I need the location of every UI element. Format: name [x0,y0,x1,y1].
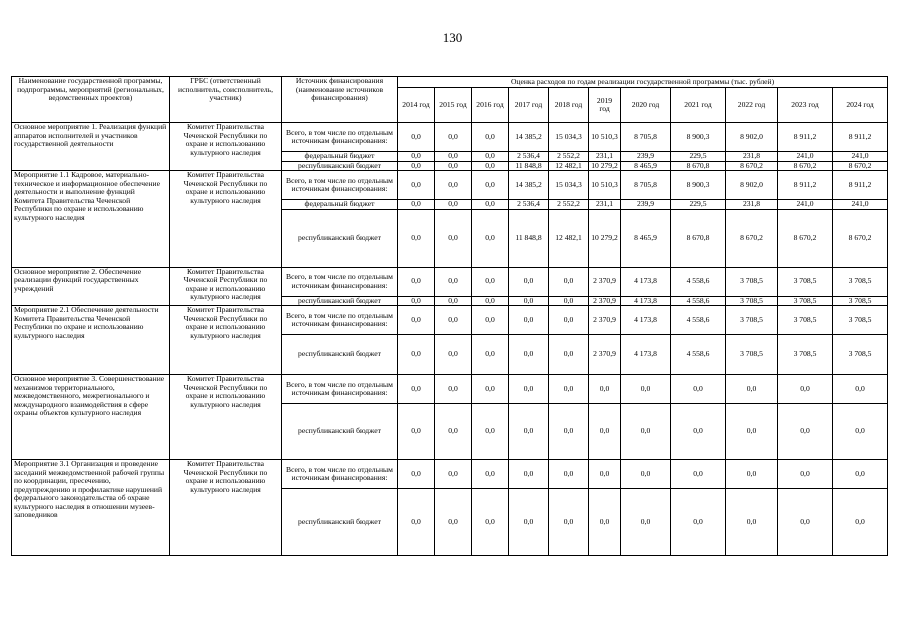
value-cell: 0,0 [472,171,509,200]
header-source: Источник финансирования (наименование источников финансирования) [282,77,398,123]
value-cell: 11 848,8 [509,209,549,267]
value-cell: 0,0 [472,152,509,162]
funding-source: Всего, в том числе по отдельным источникам финансирования: [282,375,398,404]
value-cell: 2 370,9 [589,267,621,296]
value-cell: 0,0 [472,489,509,556]
value-cell: 0,0 [778,489,833,556]
value-cell: 241,0 [778,200,833,210]
value-cell: 0,0 [435,375,472,404]
value-cell: 0,0 [671,460,726,489]
value-cell: 8 670,2 [778,209,833,267]
value-cell: 0,0 [671,489,726,556]
value-cell: 0,0 [435,306,472,335]
value-cell: 231,1 [589,200,621,210]
value-cell: 0,0 [726,404,778,460]
value-cell: 0,0 [472,335,509,375]
value-cell: 10 510,3 [589,171,621,200]
value-cell: 8 670,2 [726,209,778,267]
funding-source: республиканский бюджет [282,489,398,556]
value-cell: 0,0 [435,267,472,296]
value-cell: 0,0 [472,296,509,306]
table-row [12,123,888,152]
value-cell: 4 558,6 [671,306,726,335]
value-cell: 2 370,9 [589,335,621,375]
value-cell: 0,0 [398,375,435,404]
value-cell: 0,0 [589,375,621,404]
value-cell: 0,0 [435,460,472,489]
grbs-cell: Комитет Правительства Чеченской Республики по охране и использованию культурного наследия [170,171,282,268]
value-cell: 8 705,8 [621,171,671,200]
value-cell: 2 552,2 [549,152,589,162]
value-cell: 0,0 [398,123,435,152]
value-cell: 0,0 [435,296,472,306]
value-cell: 15 034,3 [549,171,589,200]
value-cell: 0,0 [472,404,509,460]
value-cell: 0,0 [549,404,589,460]
value-cell: 0,0 [589,489,621,556]
page-number: 130 [442,30,463,45]
table-header [12,77,888,123]
funding-source: республиканский бюджет [282,161,398,171]
value-cell: 0,0 [549,267,589,296]
budget-table [11,76,888,556]
value-cell: 0,0 [398,161,435,171]
header-estimate: Оценка расходов по годам реализации государственной программы (тыс. рублей) [398,77,888,88]
value-cell: 0,0 [435,123,472,152]
value-cell: 15 034,3 [549,123,589,152]
value-cell: 3 708,5 [726,296,778,306]
table-row [12,306,888,335]
value-cell: 0,0 [509,306,549,335]
value-cell: 3 708,5 [778,335,833,375]
value-cell: 12 482,1 [549,161,589,171]
funding-source: федеральный бюджет [282,152,398,162]
value-cell: 0,0 [549,489,589,556]
grbs-cell: Комитет Правительства Чеченской Республики по охране и использованию культурного наследия [170,267,282,306]
value-cell: 0,0 [472,209,509,267]
value-cell: 0,0 [726,460,778,489]
value-cell: 3 708,5 [833,267,888,296]
value-cell: 4 558,6 [671,296,726,306]
value-cell: 4 173,8 [621,267,671,296]
value-cell: 231,8 [726,200,778,210]
value-cell: 0,0 [435,200,472,210]
value-cell: 8 670,2 [778,161,833,171]
value-cell: 11 848,8 [509,161,549,171]
value-cell: 8 465,9 [621,161,671,171]
value-cell: 0,0 [472,123,509,152]
value-cell: 4 173,8 [621,296,671,306]
value-cell: 0,0 [726,489,778,556]
value-cell: 8 670,8 [671,161,726,171]
value-cell: 8 911,2 [778,171,833,200]
value-cell: 8 670,2 [833,209,888,267]
value-cell: 0,0 [726,375,778,404]
value-cell: 0,0 [435,161,472,171]
grbs-cell: Комитет Правительства Чеченской Республики по охране и использованию культурного наследия [170,123,282,171]
value-cell: 0,0 [549,296,589,306]
table-body [12,123,888,556]
value-cell: 12 482,1 [549,209,589,267]
value-cell: 0,0 [509,489,549,556]
value-cell: 0,0 [398,335,435,375]
header-year: 2024 год [833,88,888,123]
value-cell: 0,0 [778,404,833,460]
value-cell: 0,0 [833,404,888,460]
funding-source: республиканский бюджет [282,404,398,460]
value-cell: 241,0 [833,152,888,162]
value-cell: 0,0 [621,404,671,460]
value-cell: 0,0 [398,460,435,489]
value-cell: 0,0 [398,489,435,556]
table-row [12,267,888,296]
value-cell: 3 708,5 [833,306,888,335]
value-cell: 4 173,8 [621,306,671,335]
value-cell: 2 536,4 [509,152,549,162]
grbs-cell: Комитет Правительства Чеченской Республики по охране и использованию культурного наследия [170,460,282,556]
value-cell: 4 558,6 [671,267,726,296]
value-cell: 0,0 [398,306,435,335]
value-cell: 0,0 [778,375,833,404]
funding-source: Всего, в том числе по отдельным источникам финансирования: [282,123,398,152]
activity-name: Основное мероприятие 3. Совершенствование механизмов территориального, межведомственного, межрегионального и международного взаимодействия в сфере охраны объектов культурного наследия [12,375,170,460]
value-cell: 0,0 [509,296,549,306]
header-name: Наименование государственной программы, подпрограммы, мероприятий (региональных, ведомственных проектов) [12,77,170,123]
value-cell: 0,0 [398,296,435,306]
value-cell: 4 173,8 [621,335,671,375]
value-cell: 2 552,2 [549,200,589,210]
value-cell: 231,1 [589,152,621,162]
value-cell: 2 370,9 [589,296,621,306]
value-cell: 0,0 [435,209,472,267]
value-cell: 14 385,2 [509,171,549,200]
value-cell: 229,5 [671,152,726,162]
header-year: 2015 год [435,88,472,123]
funding-source: республиканский бюджет [282,335,398,375]
value-cell: 0,0 [589,404,621,460]
header-year: 2019 год [589,88,621,123]
value-cell: 8 670,2 [833,161,888,171]
value-cell: 0,0 [398,209,435,267]
value-cell: 0,0 [435,489,472,556]
value-cell: 0,0 [398,171,435,200]
value-cell: 0,0 [472,200,509,210]
header-year: 2014 год [398,88,435,123]
value-cell: 8 902,0 [726,123,778,152]
value-cell: 0,0 [435,152,472,162]
value-cell: 2 370,9 [589,306,621,335]
value-cell: 0,0 [549,335,589,375]
value-cell: 8 911,2 [833,123,888,152]
funding-source: Всего, в том числе по отдельным источникам финансирования: [282,267,398,296]
value-cell: 4 558,6 [671,335,726,375]
value-cell: 0,0 [549,460,589,489]
value-cell: 0,0 [621,489,671,556]
value-cell: 10 279,2 [589,161,621,171]
value-cell: 8 670,8 [671,209,726,267]
header-year: 2023 год [778,88,833,123]
value-cell: 0,0 [833,460,888,489]
activity-name: Мероприятие 2.1 Обеспечение деятельности Комитета Правительства Чеченской Республики по охране и использованию культурного наследия [12,306,170,375]
header-year: 2016 год [472,88,509,123]
value-cell: 8 465,9 [621,209,671,267]
value-cell: 241,0 [833,200,888,210]
value-cell: 14 385,2 [509,123,549,152]
funding-source: республиканский бюджет [282,296,398,306]
header-grbs: ГРБС (ответственный исполнитель, соисполнитель, участник) [170,77,282,123]
header-year: 2017 год [509,88,549,123]
value-cell: 0,0 [472,161,509,171]
grbs-cell: Комитет Правительства Чеченской Республики по охране и использованию культурного наследия [170,306,282,375]
value-cell: 0,0 [472,460,509,489]
header-year: 2021 год [671,88,726,123]
value-cell: 0,0 [435,404,472,460]
value-cell: 8 902,0 [726,171,778,200]
value-cell: 10 510,3 [589,123,621,152]
activity-name: Основное мероприятие 2. Обеспечение реализации функций государственных учреждений [12,267,170,306]
value-cell: 3 708,5 [726,267,778,296]
value-cell: 0,0 [671,375,726,404]
value-cell: 239,9 [621,200,671,210]
value-cell: 0,0 [509,460,549,489]
value-cell: 3 708,5 [778,267,833,296]
header-year: 2018 год [549,88,589,123]
grbs-cell: Комитет Правительства Чеченской Республики по охране и использованию культурного наследия [170,375,282,460]
value-cell: 0,0 [509,404,549,460]
header-year: 2022 год [726,88,778,123]
value-cell: 8 911,2 [778,123,833,152]
value-cell: 0,0 [509,335,549,375]
funding-source: Всего, в том числе по отдельным источникам финансирования: [282,171,398,200]
header-year: 2020 год [621,88,671,123]
funding-source: Всего, в том числе по отдельным источникам финансирования: [282,306,398,335]
value-cell: 0,0 [472,375,509,404]
value-cell: 239,9 [621,152,671,162]
value-cell: 8 705,8 [621,123,671,152]
value-cell: 0,0 [509,375,549,404]
value-cell: 8 900,3 [671,123,726,152]
value-cell: 0,0 [398,200,435,210]
value-cell: 0,0 [833,489,888,556]
value-cell: 0,0 [398,152,435,162]
value-cell: 2 536,4 [509,200,549,210]
value-cell: 0,0 [435,335,472,375]
value-cell: 3 708,5 [833,296,888,306]
value-cell: 3 708,5 [833,335,888,375]
value-cell: 0,0 [621,375,671,404]
table-row [12,375,888,404]
value-cell: 241,0 [778,152,833,162]
value-cell: 0,0 [472,306,509,335]
value-cell: 0,0 [398,404,435,460]
activity-name: Мероприятие 3.1 Организация и проведение заседаний межведомственной рабочей группы по координации, пресечению, предупреждению и профилактике нарушений федерального законодательства об охране культурного наследия в отношении музеев-заповедников [12,460,170,556]
value-cell: 0,0 [549,306,589,335]
value-cell: 0,0 [435,171,472,200]
value-cell: 10 279,2 [589,209,621,267]
value-cell: 3 708,5 [726,306,778,335]
value-cell: 229,5 [671,200,726,210]
value-cell: 3 708,5 [726,335,778,375]
value-cell: 3 708,5 [778,296,833,306]
funding-source: федеральный бюджет [282,200,398,210]
funding-source: республиканский бюджет [282,209,398,267]
value-cell: 0,0 [549,375,589,404]
value-cell: 0,0 [398,267,435,296]
value-cell: 0,0 [589,460,621,489]
activity-name: Основное мероприятие 1. Реализация функций аппаратов исполнителей и участников государственной деятельности [12,123,170,171]
table-row [12,460,888,489]
value-cell: 0,0 [778,460,833,489]
value-cell: 8 900,3 [671,171,726,200]
value-cell: 8 670,2 [726,161,778,171]
value-cell: 3 708,5 [778,306,833,335]
table-row [12,171,888,200]
value-cell: 0,0 [671,404,726,460]
activity-name: Мероприятие 1.1 Кадровое, материально-техническое и информационное обеспечение деятельности и выполнение функций Комитета Правительства Чеченской Республики по охране и использованию культурного наследия [12,171,170,268]
funding-source: Всего, в том числе по отдельным источникам финансирования: [282,460,398,489]
value-cell: 0,0 [472,267,509,296]
value-cell: 231,8 [726,152,778,162]
value-cell: 0,0 [621,460,671,489]
value-cell: 0,0 [833,375,888,404]
value-cell: 8 911,2 [833,171,888,200]
value-cell: 0,0 [509,267,549,296]
